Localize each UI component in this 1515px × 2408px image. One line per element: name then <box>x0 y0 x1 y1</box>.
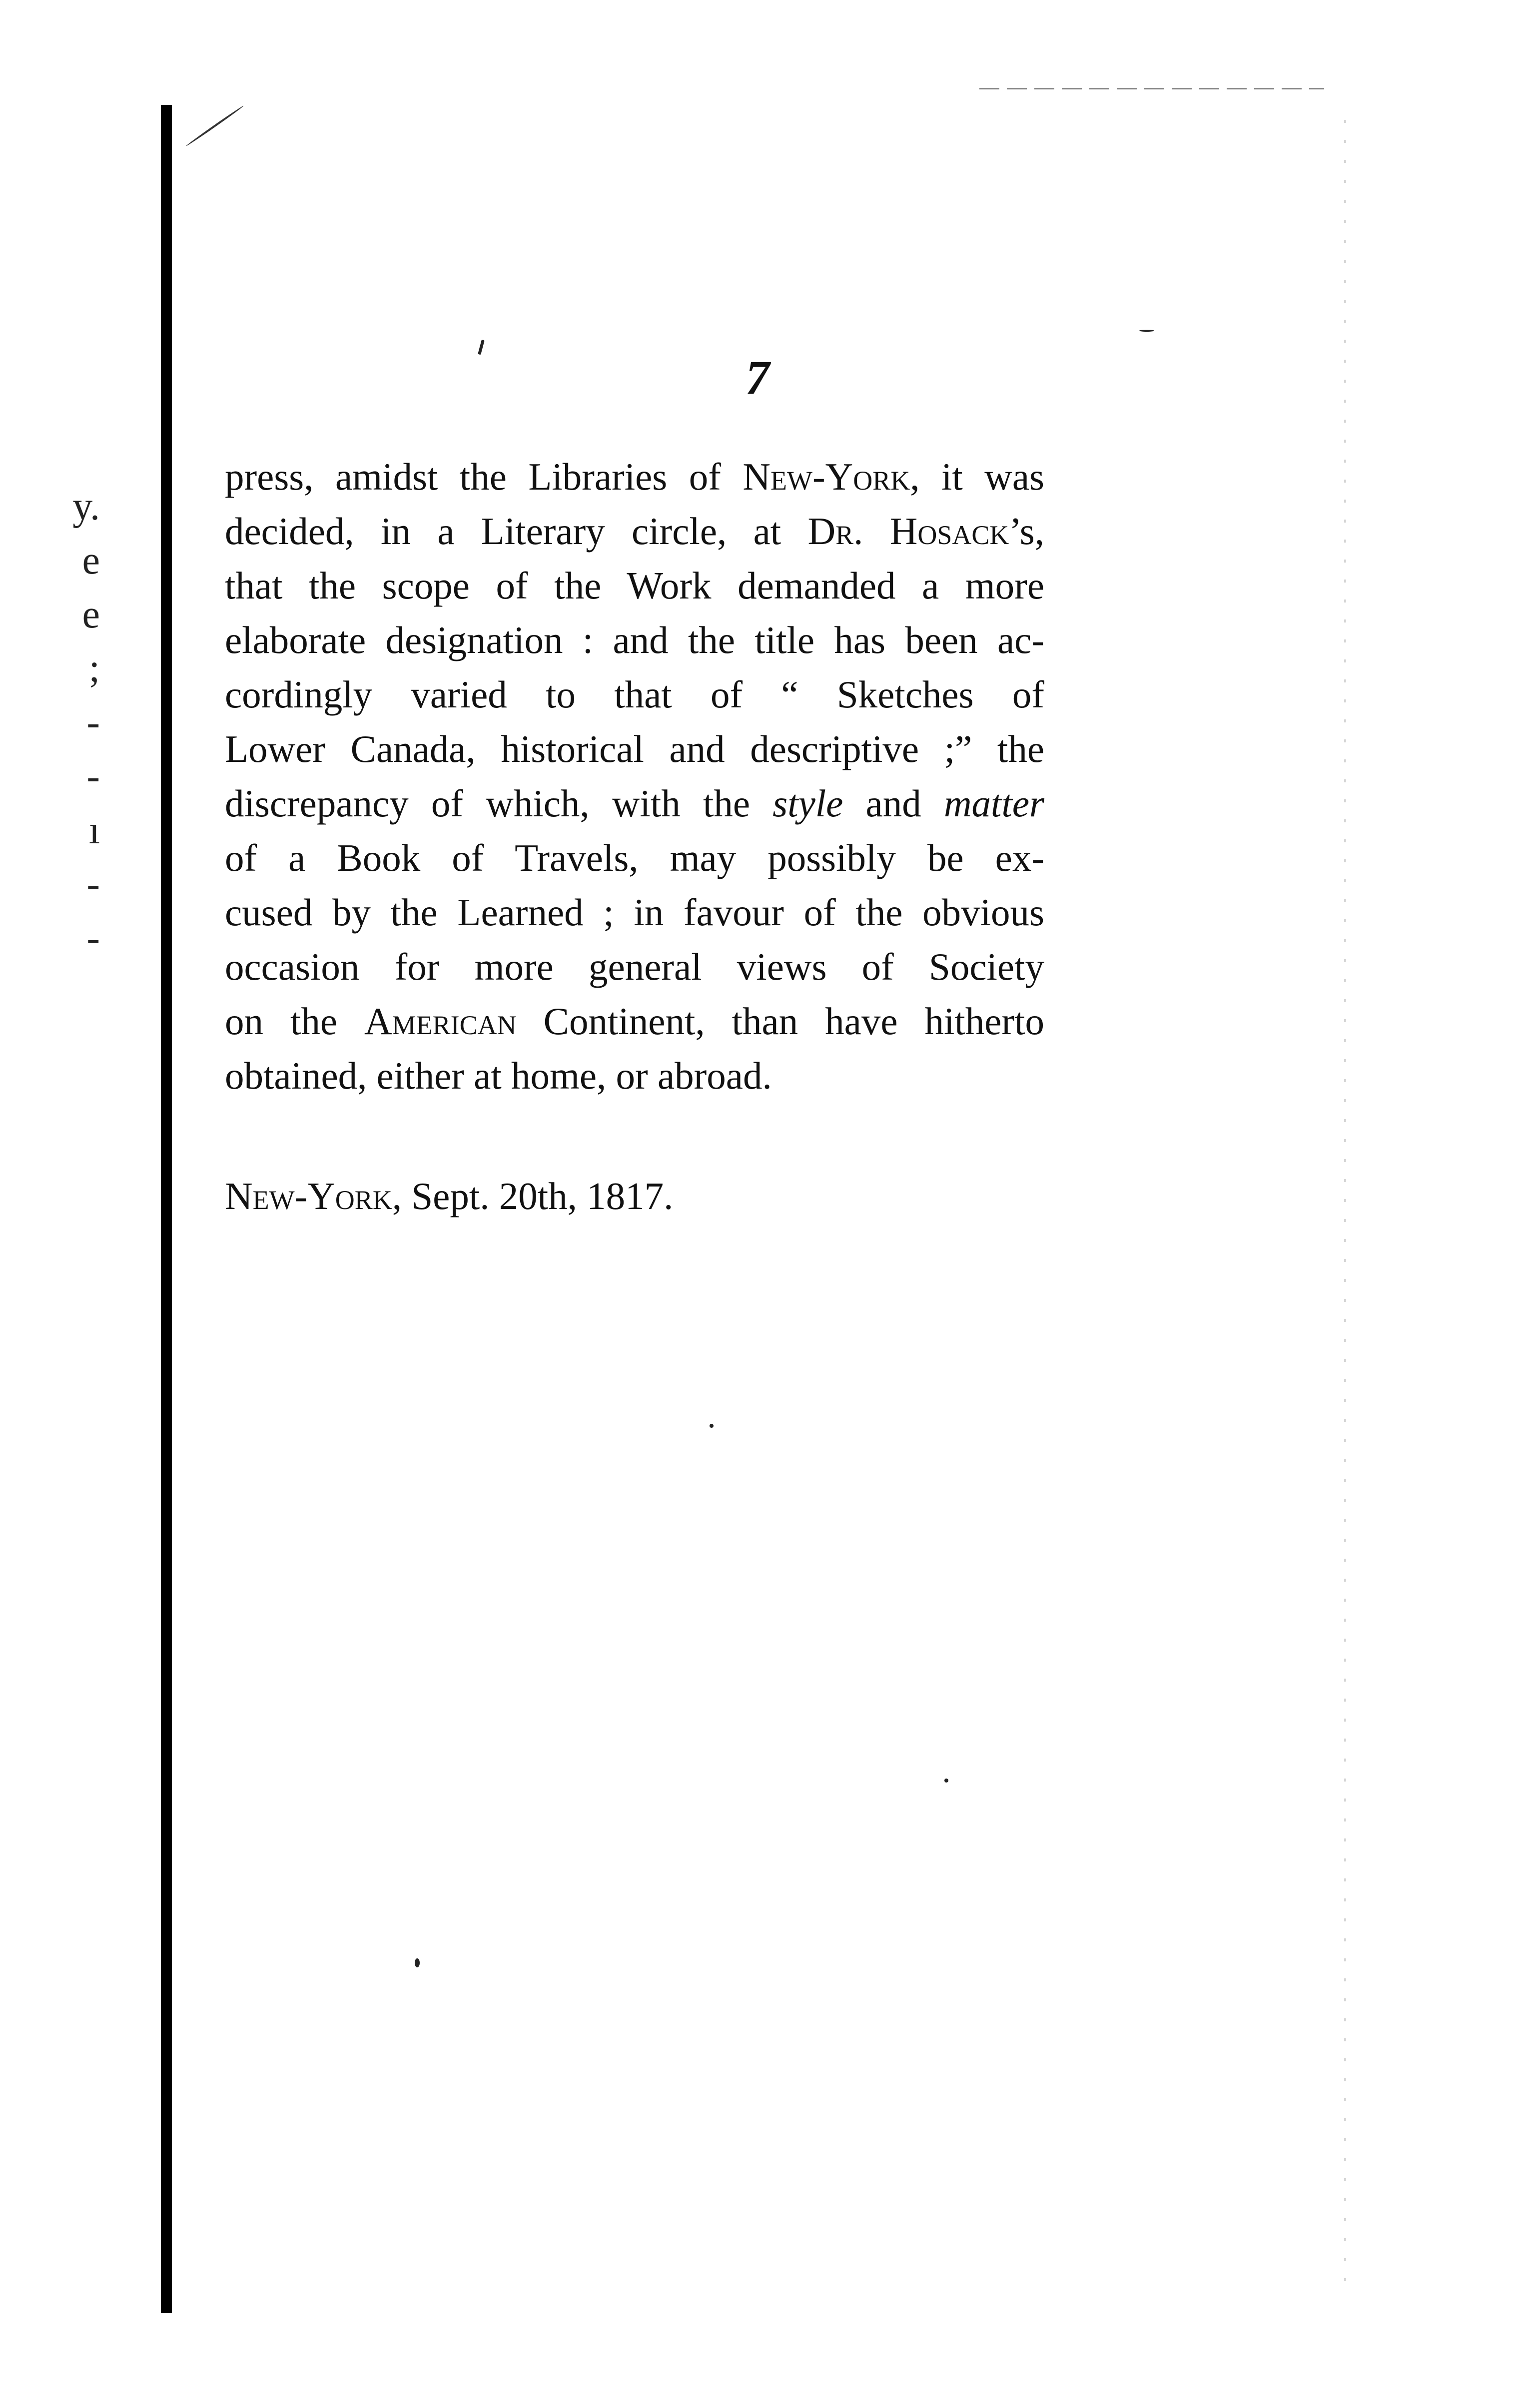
text-run: ’s, <box>1009 510 1044 553</box>
bleed-glyph: - <box>86 916 100 960</box>
text-line <box>225 504 1044 559</box>
text-run: press, amidst the Libraries of <box>225 455 743 498</box>
text-run: matter <box>943 782 1044 825</box>
text-line <box>225 940 1044 994</box>
text-run: decided, in a Literary circle, at <box>225 510 808 553</box>
text-run: Lower Canada, historical and descriptive ;” the <box>225 727 1044 770</box>
text-run: discrepancy of which, with the <box>225 782 773 825</box>
text-run: American <box>364 1000 517 1043</box>
bleed-glyph: - <box>86 862 100 906</box>
margin-bleed-through <box>30 480 100 965</box>
text-run: elaborate designation : and the title has been ac- <box>225 618 1044 661</box>
text-run: that the scope of the Work demanded a more <box>225 564 1044 607</box>
scan-speck <box>415 1958 420 1967</box>
text-run: and <box>843 782 944 825</box>
bleed-glyph: e <box>82 593 100 636</box>
text-run: obtained, either at home, or abroad. <box>225 1054 772 1097</box>
text-line <box>225 450 1044 504</box>
text-run: occasion for more general views of Society <box>225 945 1044 988</box>
bleed-glyph: - <box>86 700 100 744</box>
text-run: cordingly varied to that of “ Sketches of <box>225 673 1044 716</box>
scan-speck <box>186 105 244 147</box>
bleed-glyph: ; <box>88 646 100 690</box>
text-line <box>225 831 1044 885</box>
scan-speck <box>944 1779 948 1783</box>
bleed-glyph: e <box>82 539 100 583</box>
text-line <box>225 776 1044 831</box>
scan-speck <box>710 1424 714 1428</box>
text-run: Continent, than have hitherto <box>516 1000 1044 1043</box>
page-right-edge <box>1344 120 1346 2298</box>
text-run: cused by the Learned ; in favour of the obvious <box>225 891 1044 934</box>
text-line <box>225 1049 1044 1103</box>
text-line <box>225 722 1044 776</box>
bleed-glyph: - <box>86 754 100 798</box>
dateline <box>225 1169 673 1223</box>
binding-gutter-line <box>161 105 172 2313</box>
text-run: New-York <box>225 1175 392 1217</box>
body-paragraph <box>225 450 1044 1103</box>
text-line <box>225 559 1044 613</box>
text-line <box>225 885 1044 940</box>
text-run: New-York <box>743 455 910 498</box>
text-line <box>225 994 1044 1049</box>
text-run: Dr. Hosack <box>807 510 1009 553</box>
text-run: , Sept. 20th, 1817. <box>392 1175 674 1217</box>
text-line <box>225 667 1044 722</box>
scan-speck <box>1139 330 1154 332</box>
page-number: 7 <box>746 351 769 404</box>
text-run: style <box>772 782 843 825</box>
bleed-glyph: y. <box>72 485 100 529</box>
text-run: of a Book of Travels, may possibly be ex- <box>225 836 1044 879</box>
top-rule <box>979 88 1324 89</box>
text-line <box>225 613 1044 667</box>
bleed-glyph: ı <box>88 808 100 852</box>
text-run: , it was <box>910 455 1044 498</box>
text-run: on the <box>225 1000 365 1043</box>
